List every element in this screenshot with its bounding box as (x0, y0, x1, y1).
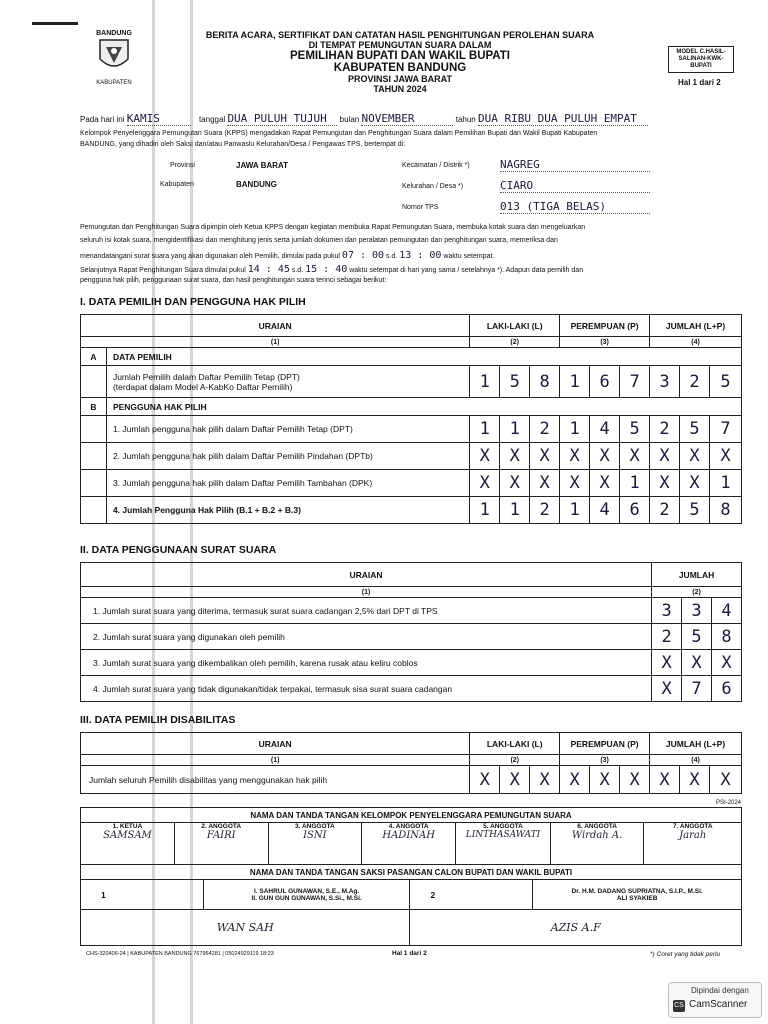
provinsi-label: Provinsi (170, 162, 195, 169)
tps-label: Nomor TPS (402, 204, 439, 211)
spacer-cell (81, 470, 107, 497)
member-signature: ISNI (303, 830, 327, 841)
col-uraian-header: URAIAN (81, 563, 652, 587)
b4-digit: 8 (709, 497, 741, 524)
dpt-digit: 2 (680, 366, 710, 398)
member-role: 1. KETUA (112, 823, 143, 830)
procedure-line5: pengguna hak pilih, penggunaan surat suara, dan hasil penghitungan suara terinci sebagai berikut: (80, 277, 387, 284)
spacer-cell (81, 443, 107, 470)
pada-hari-label: Pada hari ini (80, 115, 125, 124)
dpt-digit: 7 (620, 366, 650, 398)
ballot-row1-digit: 4 (712, 598, 742, 624)
b3-digit: X (650, 470, 680, 497)
ballot-row2-digit: 5 (682, 624, 712, 650)
count-start-time: 14 : 45 (247, 264, 290, 275)
b3-digit: X (470, 470, 500, 497)
disability-table (80, 732, 742, 794)
col-laki-header: LAKI-LAKI (L) (470, 733, 560, 755)
b3-digit: X (560, 470, 590, 497)
disability-digit: X (530, 766, 560, 794)
sd-label: s.d. (386, 253, 398, 260)
col-perempuan-header: PEREMPUAN (P) (560, 315, 650, 337)
dpt-digit: 5 (500, 366, 530, 398)
b1-label: 1. Jumlah pengguna hak pilih dalam Daftar Pemilih Tetap (DPT) (106, 416, 469, 443)
member-role: 6. ANGGOTA (577, 823, 617, 830)
col-number: (1) (81, 337, 470, 348)
dpt-label-line2: (terdapat dalam Model A-KabKo Daftar Pemilih) (112, 381, 293, 392)
scanner-line1: Dipindai dengan (691, 986, 749, 995)
saksi2-number: 2 (410, 880, 533, 910)
col-jumlah-header: JUMLAH (652, 563, 742, 587)
section-b-title: PENGGUNA HAK PILIH (106, 398, 741, 416)
disability-row-label: Jumlah seluruh Pemilih disabilitas yang menggunakan hak pilih (81, 766, 470, 794)
ballot-row1-digit: 3 (682, 598, 712, 624)
saksi1-number: 1 (81, 880, 204, 910)
b4-digit: 4 (590, 497, 620, 524)
dpt-label (106, 366, 469, 398)
b1-digit: 5 (680, 416, 710, 443)
b4-digit: 1 (560, 497, 590, 524)
b3-digit: X (530, 470, 560, 497)
b4-digit: 5 (680, 497, 710, 524)
member-role: 7. ANGGOTA (672, 823, 713, 830)
title-line3: PEMILIHAN BUPATI DAN WAKIL BUPATI (290, 50, 510, 62)
b1-digit: 5 (620, 416, 650, 443)
member-cell (644, 823, 742, 865)
b2-digit: X (500, 443, 530, 470)
b1-digit: 1 (470, 416, 500, 443)
kpps-signature-table (80, 807, 742, 880)
b1-digit: 1 (560, 416, 590, 443)
saksi2-line1: Dr. H.M. DADANG SUPRIATNA, S.I.P., M.Si. (571, 887, 703, 895)
b2-digit: X (560, 443, 590, 470)
title-line1: BERITA ACARA, SERTIFIKAT DAN CATATAN HASIL PENGHITUNGAN PEROLEHAN SUARA (205, 30, 595, 40)
footer-page: Hal 1 dari 2 (392, 950, 427, 957)
logo-bottom-text: KABUPATEN (96, 80, 132, 86)
b2-digit: X (709, 443, 741, 470)
model-code-box: MODEL C.HASIL-SALINAN-KWK-BUPATI (668, 46, 734, 73)
member-cell (81, 823, 175, 865)
procedure-line4 (80, 264, 740, 275)
camscanner-badge (668, 982, 762, 1018)
col-perempuan-header: PEREMPUAN (P) (560, 733, 650, 755)
camscanner-icon: CS (673, 1000, 685, 1012)
saksi1-line1: I. SAHRUL GUNAWAN, S.E., M.Ag. (253, 887, 360, 895)
scanner-line2: CamScanner (689, 999, 748, 1010)
title-line5: PROVINSI JAWA BARAT (347, 74, 452, 84)
ballot-row4-digit: 6 (712, 676, 742, 702)
ballot-row3-digit: X (652, 650, 682, 676)
ballot-row2-digit: 2 (652, 624, 682, 650)
procedure-line3 (80, 250, 740, 261)
document-header (150, 30, 650, 94)
col-jumlah-header: JUMLAH (L+P) (650, 315, 742, 337)
b2-digit: X (620, 443, 650, 470)
ballot-usage-table (80, 562, 742, 702)
end-time-value: 13 : 00 (399, 250, 442, 261)
ballot-row1-label: 1. Jumlah surat suara yang diterima, termasuk surat suara cadangan 2,5% dari DPT di TPS (81, 598, 652, 624)
ballot-row3-digit: X (682, 650, 712, 676)
member-cell (550, 823, 644, 865)
member-role: 4. ANGGOTA (388, 823, 429, 830)
b1-digit: 2 (530, 416, 560, 443)
intro-paragraph-line1: Kelompok Penyelenggara Pemungutan Suara (KPPS) mengadakan Rapat Pemungutan dan Penghitungan Suara dalam Pemilihan Bupati dan Wakil Bupati Kabupaten (80, 130, 598, 137)
b4-digit: 1 (500, 497, 530, 524)
procedure-line4-text: Selanjutnya Rapat Penghitungan Suara dimulai pukul (80, 267, 246, 274)
bandung-emblem-icon (97, 37, 131, 75)
dpt-digit: 8 (530, 366, 560, 398)
disability-digit: X (470, 766, 500, 794)
form-code: PSI-2024 (716, 800, 742, 806)
b3-label: 3. Jumlah pengguna hak pilih dalam Daftar Pemilih Tambahan (DPK) (106, 470, 469, 497)
member-role: 2. ANGGOTA (201, 823, 242, 830)
b2-digit: X (650, 443, 680, 470)
col-uraian-header: URAIAN (81, 733, 470, 755)
disability-digit: X (560, 766, 590, 794)
col-number: (3) (560, 755, 650, 766)
member-cell (268, 823, 362, 865)
kabupaten-logo (92, 30, 136, 90)
start-time-value: 07 : 00 (341, 250, 385, 261)
col-number: (1) (81, 587, 652, 598)
member-cell (174, 823, 268, 865)
logo-top-text: BANDUNG (96, 30, 132, 37)
b2-digit: X (470, 443, 500, 470)
saksi1-line2: II. GUN GUN GUNAWAN, S.Si., M.Si. (251, 894, 362, 902)
member-cell (362, 823, 456, 865)
b4-label: 4. Jumlah Pengguna Hak Pilih (B.1 + B.2 + B.3) (106, 497, 469, 524)
saksi2-line2: ALI SYAKIEB (616, 894, 658, 902)
b2-label: 2. Jumlah pengguna hak pilih dalam Daftar Pemilih Pindahan (DPTb) (106, 443, 469, 470)
ballot-row3-label: 3. Jumlah surat suara yang dikembalikan oleh pemilih, karena rusak atau keliru coblos (81, 650, 652, 676)
spacer-cell (81, 416, 107, 443)
ballot-row4-digit: 7 (682, 676, 712, 702)
kabupaten-label: Kabupaten (160, 181, 194, 188)
footer-note: *) Coret yang tidak perlu (650, 951, 721, 958)
procedure-line4-end: waktu setempat di hari yang sama / setelahnya *). Adapun data pemilih dan (349, 267, 584, 274)
title-line6: TAHUN 2024 (373, 84, 427, 94)
b3-digit: X (500, 470, 530, 497)
intro-paragraph-line2: BANDUNG, yang dihadiri oleh Saksi dan/atau Panwaslu Kelurahan/Desa / Pengawas TPS, bertempat di: (80, 141, 406, 148)
ballot-row1-digit: 3 (652, 598, 682, 624)
tahun-value: DUA RIBU DUA PULUH EMPAT (478, 112, 648, 126)
col-number: (2) (652, 587, 742, 598)
kabupaten-value: BANDUNG (236, 180, 277, 189)
hari-value: KAMIS (127, 112, 191, 126)
bulan-value: NOVEMBER (361, 112, 453, 126)
spacer-cell (81, 366, 107, 398)
col-number: (3) (560, 337, 650, 348)
disability-digit: X (620, 766, 650, 794)
b4-digit: 2 (530, 497, 560, 524)
saksi2-signature: AZIS A.F (550, 921, 601, 934)
disability-digit: X (709, 766, 741, 794)
member-signature: Wirdah A. (571, 830, 623, 841)
ballot-row4-label: 4. Jumlah surat suara yang tidak digunakan/tidak terpakai, termasuk sisa surat suara cadangan (81, 676, 652, 702)
b3-digit: 1 (620, 470, 650, 497)
disability-digit: X (500, 766, 530, 794)
col-jumlah-header: JUMLAH (L+P) (650, 733, 742, 755)
kecamatan-value: NAGREG (500, 158, 650, 172)
dpt-digit: 5 (709, 366, 741, 398)
voter-data-table (80, 314, 742, 524)
procedure-line3-text: menandatangani surat suara yang akan digunakan oleh Pemilih, dimulai pada pukul (80, 253, 340, 260)
member-signature: HADINAH (382, 830, 435, 841)
dpt-digit: 1 (470, 366, 500, 398)
provinsi-value: JAWA BARAT (236, 161, 288, 170)
spacer-cell (81, 497, 107, 524)
b2-digit: X (530, 443, 560, 470)
dpt-label-line1: Jumlah Pemilih dalam Daftar Pemilih Tetap (DPT) (112, 371, 300, 382)
staple-mark (32, 22, 78, 25)
b4-digit: 1 (470, 497, 500, 524)
b3-digit: X (590, 470, 620, 497)
bulan-label: bulan (339, 115, 360, 124)
intro-date-line (80, 112, 740, 126)
page-number: Hal 1 dari 2 (678, 78, 721, 87)
b3-digit: 1 (709, 470, 741, 497)
col-uraian-header: URAIAN (81, 315, 470, 337)
col-number: (1) (81, 755, 470, 766)
title-line2: DI TEMPAT PEMUNGUTAN SUARA DALAM (308, 40, 492, 50)
tps-value: 013 (TIGA BELAS) (500, 200, 650, 214)
procedure-line3-end: waktu setempat. (443, 253, 495, 260)
disability-digit: X (650, 766, 680, 794)
tanggal-label: tanggal (198, 115, 226, 124)
section-a-label: A (81, 348, 107, 366)
member-cell (456, 823, 551, 865)
member-signature: SAMSAM (103, 830, 152, 841)
saksi1-signature: WAN SAH (216, 921, 274, 934)
saksi1-sign-cell (81, 910, 410, 946)
section3-title: III. DATA PEMILIH DISABILITAS (80, 714, 236, 726)
ballot-row3-digit: X (712, 650, 742, 676)
col-number: (4) (650, 337, 742, 348)
ballot-row2-digit: 8 (712, 624, 742, 650)
tahun-label: tahun (455, 115, 476, 124)
member-signature: FAIRI (206, 830, 236, 841)
saksi2-sign-cell (410, 910, 742, 946)
ballot-row2-label: 2. Jumlah surat suara yang digunakan oleh pemilih (81, 624, 652, 650)
b3-digit: X (680, 470, 710, 497)
dpt-digit: 3 (650, 366, 680, 398)
section2-title: II. DATA PENGGUNAAN SURAT SUARA (80, 544, 277, 556)
b1-digit: 1 (500, 416, 530, 443)
member-role: 3. ANGGOTA (294, 823, 335, 830)
tanggal-value: DUA PULUH TUJUH (227, 112, 337, 126)
col-number: (4) (650, 755, 742, 766)
member-role: 5. ANGGOTA (483, 823, 523, 830)
procedure-line2: seluruh isi kotak suara, mengidentifikasi dan menghitung jenis serta jumlah dokumen dan peralatan pemungutan dan penghitungan suara, memeriksa dan (80, 237, 558, 244)
col-laki-header: LAKI-LAKI (L) (470, 315, 560, 337)
b1-digit: 7 (709, 416, 741, 443)
saksi2-names (533, 880, 742, 910)
section1-title: I. DATA PEMILIH DAN PENGGUNA HAK PILIH (80, 296, 306, 308)
b4-digit: 2 (650, 497, 680, 524)
ballot-row4-digit: X (652, 676, 682, 702)
section-a-title: DATA PEMILIH (106, 348, 741, 366)
member-signature: Jarah (679, 830, 707, 841)
saksi-title: NAMA DAN TANDA TANGAN SAKSI PASANGAN CALON BUPATI DAN WAKIL BUPATI (81, 865, 742, 880)
kpps-title: NAMA DAN TANDA TANGAN KELOMPOK PENYELENGGARA PEMUNGUTAN SUARA (81, 808, 742, 823)
b2-digit: X (590, 443, 620, 470)
sd-label: s.d. (291, 267, 304, 274)
member-signature: LINTHASAWATI (465, 830, 541, 840)
col-number: (2) (470, 337, 560, 348)
b4-digit: 6 (620, 497, 650, 524)
col-number: (2) (470, 755, 560, 766)
saksi-signature-table (80, 879, 742, 946)
dpt-digit: 6 (590, 366, 620, 398)
disability-digit: X (680, 766, 710, 794)
dpt-digit: 1 (560, 366, 590, 398)
b2-digit: X (680, 443, 710, 470)
section-b-label: B (81, 398, 107, 416)
procedure-line1: Pemungutan dan Penghitungan Suara dipimpin oleh Ketua KPPS dengan kegiatan membuka Rapat Pemungutan Suara, membuka kotak suara dan mengeluarkan (80, 224, 586, 231)
desa-label: Kelurahan / Desa *) (402, 183, 464, 190)
kecamatan-label: Kecamatan / Distrik *) (402, 162, 470, 169)
b1-digit: 4 (590, 416, 620, 443)
b1-digit: 2 (650, 416, 680, 443)
saksi1-names (203, 880, 410, 910)
count-end-time: 15 : 40 (305, 264, 348, 275)
disability-digit: X (590, 766, 620, 794)
footer-code: CHS-320406-24 | KABUPATEN BANDUNG 767964281 | 05024929119 18:23 (86, 951, 274, 957)
desa-value: CIARO (500, 179, 650, 193)
title-line4: KABUPATEN BANDUNG (333, 62, 467, 74)
